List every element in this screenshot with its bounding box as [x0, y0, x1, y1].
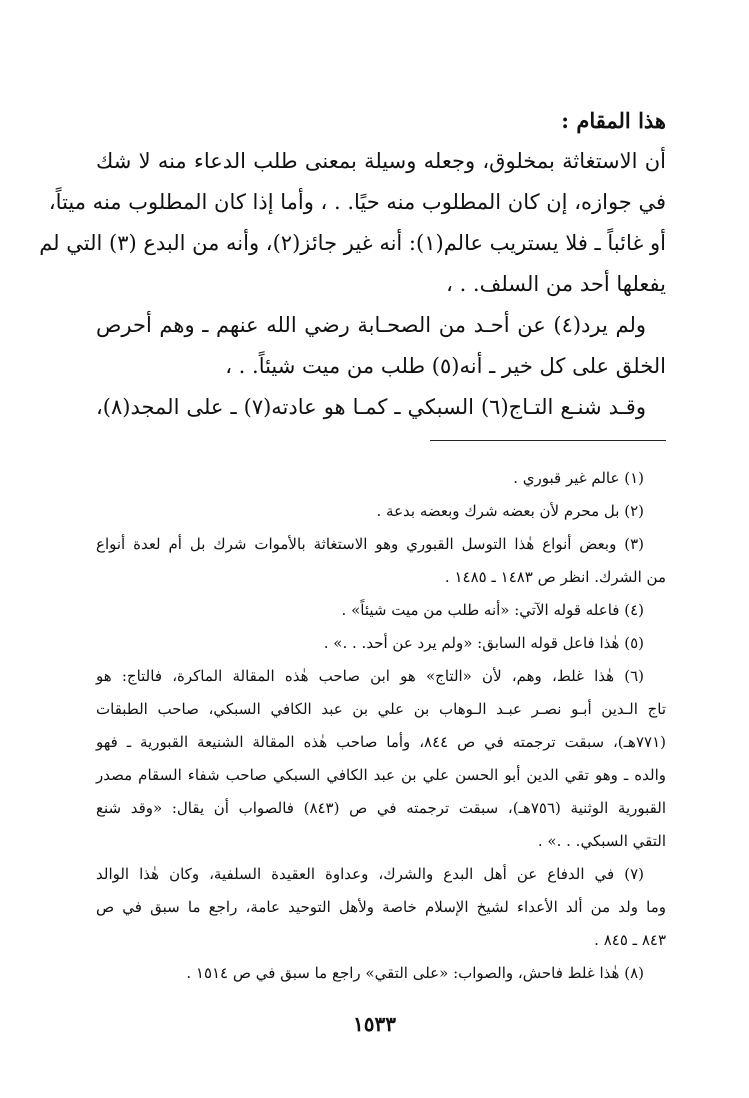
body-line: أن الاستغاثة بمخلوق، وجعله وسيلة بمعنى طلب الدعاء منه لا شك	[96, 149, 666, 173]
footnote-4: (٤) فاعله قوله الآتي: «أنه طلب من ميت شيئاً» .	[341, 601, 644, 619]
footnote-6: (٦) هٰذا غلط، وهم، لأن «التاج» هو ابن صاحب هٰذه المقالة الماكرة، فالتاج: هو	[96, 667, 644, 685]
footnote-8: (٨) هٰذا غلط فاحش، والصواب: «على التقي» راجع ما سبق في ص ١٥١٤ .	[186, 964, 644, 982]
footnotes	[96, 462, 666, 990]
footnote-5: (٥) هٰذا فاعل قوله السابق: «ولم يرد عن أحد. . .» .	[323, 634, 644, 652]
body-line: وقـد شنـع التـاج(٦) السبكي ـ كمـا هو عادته(٧) ـ على المجد(٨)،	[96, 395, 646, 419]
footnote-6-cont: التقي السبكي. . .» .	[537, 832, 666, 850]
body-line: ولم يرد(٤) عن أحـد من الصحـابة رضي الله عنهم ـ وهم أحرص	[96, 313, 647, 337]
body-line: يفعلها أحد من السلف. . ،	[446, 272, 666, 296]
footnote-6-cont: والده ـ وهو تقي الدين أبو الحسن علي بن عبد الكافي السبكي صاحب شفاء السقام مصدر	[96, 766, 666, 784]
footnote-3-cont: من الشرك. انظر ص ١٤٨٣ ـ ١٤٨٥ .	[444, 568, 666, 586]
footnote-7: (٧) في الدفاع عن أهل البدع والشرك، وعداوة العقيدة السلفية، وكان هٰذا الوالد	[96, 865, 644, 883]
body-line: أو غائباً ـ فلا يستريب عالم(١): أنه غير جائز(٢)، وأنه من البدع (٣) التي لم	[39, 231, 666, 255]
footnote-6-cont: تاج الـدين أبـو نصـر عبـد الـوهاب بن علي بن عبد الكافي السبكي، صاحب الطبقات	[96, 700, 666, 718]
footnote-6-cont: (٧٧١هـ)، سبقت ترجمته في ص ٨٤٤، وأما صاحب هٰذه المقالة الشنيعة القبورية ـ فهو	[96, 733, 666, 751]
footnote-7-cont: ٨٤٣ ـ ٨٤٥ .	[594, 931, 666, 949]
footnote-2: (٢) بل محرم لأن بعضه شرك وبعضه بدعة .	[376, 502, 644, 520]
footnote-3: (٣) وبعض أنواع هٰذا التوسل القبوري وهو الاستغاثة بالأموات شرك بل أم لعدة أنواع	[96, 535, 644, 553]
page-number: ١٥٣٣	[353, 1012, 396, 1036]
body-line: الخلق على كل خير ـ أنه(٥) طلب من ميت شيئاً. . ،	[225, 354, 666, 378]
footnote-separator	[430, 440, 666, 441]
footnote-6-cont: القبورية الوثنية (٧٥٦هـ)، سبقت ترجمته في ص (٨٤٣) فالصواب أن يقال: «وقد شنع	[96, 799, 666, 817]
body-line: في جوازه، إن كان المطلوب منه حيًا. . ، وأما إذا كان المطلوب منه ميتاً،	[48, 190, 666, 214]
section-heading: هذا المقام :	[561, 108, 666, 133]
footnote-1: (١) عالم غير قبوري .	[513, 469, 644, 487]
footnote-7-cont: وما ولد من ألد الأعداء لشيخ الإسلام خاصة ولأهل التوحيد عامة، راجع ما سبق في ص	[96, 898, 666, 916]
page-body	[39, 100, 666, 982]
